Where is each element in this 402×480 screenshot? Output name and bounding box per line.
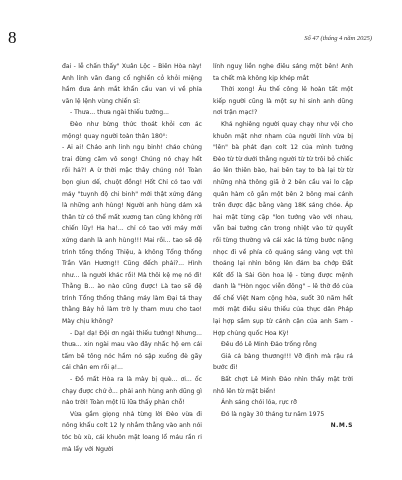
right-column <box>213 61 353 432</box>
paragraph: Giả cả bàng thương!!! Vỡ định mà rậu rá bước đi! <box>213 352 353 372</box>
left-column <box>62 61 202 455</box>
paragraph: - Thưa... thưa ngài thiếu tướng... <box>70 109 169 117</box>
paragraph: - Dạ! dạ! Đội ơn ngài thiếu tướng! Nhưng... thưa... xin ngài mau vào đây nhấc hộ em cái tấm bê tông nóc hầm nó sập xuống đè gãy cái chân em rồi ạ!... <box>62 329 202 372</box>
paragraph: Đó là ngày 30 tháng tư năm 1975 <box>221 410 325 418</box>
author-signature: N.M.S <box>330 422 353 430</box>
issue-header: Số 47 (tháng 4 năm 2025) <box>304 35 372 42</box>
paragraph: Đêu đó Lê Minh Đảo trống rỗng <box>221 341 317 349</box>
paragraph: Khả nghiêng người quay chạy như vội cho khuôn mặt nhơ nham của người lính vừa bị "lên" bà phát đạn colt 12 của mình tướng Đèo từ từ dưới thẳng người từ từ trôi bỏ chiếc áo lên thiên bào, hai bên tay to bà lại từ từ những nhà thông giã ở 2 bên cầu vai lo cặp quân hàm cô gắn một bên 2 bông mai cánh trên được đặc bằng vàng 18K sáng chóe. Áp hai mặt từng cặp "lon tướng vào với nhau, vẫn bai tướng cân trong nhiệt vào tử quyết rồi từng thường và cái xác lá từng bước nặng nhọc đi về phía cô quảng sáng vàng vợt thì thoảng lại nhìn bông lên đám ba chớp Đất Kết đổ là Sài Gòn hoa lệ - từng được mệnh danh là "Hòn ngọc viễn đông" – lê thờ đó của đế chế Việt Nam cộng hòa, suốt 30 năm hết mới mặt điều siêu thiếu của thực dân Pháp lại hợp sầm sụp từ cánh cận của anh Sam - Hợp chủng quốc Hoa Kỳ! <box>213 120 353 337</box>
paragraph: lính nguỵ liền nghe điêu sáng một bên! Anh ta chết mà không kịp khép mắt <box>213 63 353 82</box>
paragraph: - Đồ mất Hòa ra là mày bị què... ơi... ốc chạy được chứ ở... phải anh hùng anh dũng gì nào trời! Toàn một lũ lữa thấy phàn chỗ! <box>62 376 202 407</box>
paragraph: Đèo như bừng thức thoát khỏi cơn ác mộng! quay người toàn thân 180⁰: <box>62 120 202 140</box>
paragraph: - Ai ai! Cháo anh linh ngụ binh! cháo chúng trai đừng căm vô song! Chúng nó chạy hết rồi hả?! A ừ thời mặc thây chúng nó! Toàn bọn giun dế, chuột đồng! Hốt Chỉ có tao với máy "tuynh độ chi binh" mới thật xứng đáng là những anh hùng! Người anh hùng dám xả thân tử có thể mất xương tan cũng không rời chiến lũy! Ha ha!... chỉ có tao với máy mới xứng danh là anh hùng!!! Mai rồi... tao sẽ đệ trình tổng thống Thiệu, à không Tổng thống Trần Văn Hương!! Cũng đếch phải?... Hình như... là người khác rồi! Mà thôi kệ mẹ nó đi! Thằng B... ào nào cũng được! Là tao sẽ đệ trình Tổng thống thăng máy làm Đại tá thay thằng Bảy hỏ làm trờ ly tham mưu cho tao! Mày chịu không? <box>62 144 202 326</box>
paragraph: Bất chợt Lê Minh Đảo nhìn thấy mặt trời nhô lên từ mặt biển! <box>213 376 353 395</box>
paragraph: Vừa gầm giọng nhả từng lời Đèo vừa đi nông khẩu colt 12 ly nhắm thẳng vào anh nói tóc bù xù, cái khuôn mặt loang lổ máu rần ri mà lẩy với Người <box>62 410 202 453</box>
paragraph: đai - lễ chấn thấy" Xuân Lộc – Biên Hòa này! Anh lính văn đang cố nghiền cỏ khỏi miệng hầm đưa ánh mắt khẩn cầu van vỉ về phía văn lệ lệnh vùng chiến sĩ: <box>62 63 202 105</box>
page-number: 8 <box>8 28 17 47</box>
paragraph: Ánh sáng chói lóa, rực rỡ <box>221 399 297 407</box>
paragraph: Thời xong! Âu thế công lê hoàn tất một kiếp người cũng là một sự hi sinh anh dũng nơi trận mạc!? <box>213 86 353 117</box>
